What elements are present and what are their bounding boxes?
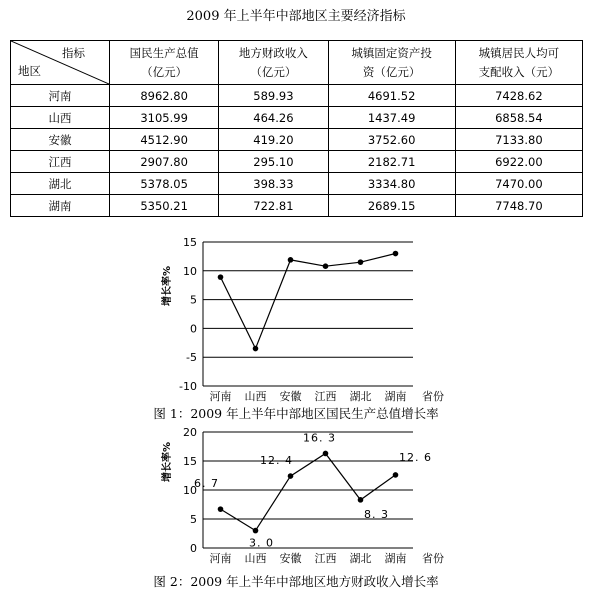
table-cell: 2907.80 — [110, 151, 219, 173]
x-tick-label: 湖北 — [349, 390, 372, 402]
y-tick-label: 0 — [190, 322, 197, 336]
data-point — [358, 497, 364, 503]
x-tick-label: 河南 — [209, 552, 232, 565]
table-cell: 4691.52 — [328, 85, 455, 107]
y-tick-label: 10 — [183, 264, 197, 278]
table-cell: 722.81 — [219, 195, 328, 217]
y-tick-label: 5 — [190, 293, 197, 307]
table-cell: 2182.71 — [328, 151, 455, 173]
cell-region: 山西 — [11, 107, 110, 129]
y-tick-label: 0 — [190, 542, 197, 555]
table-cell: 8962.80 — [110, 85, 219, 107]
x-tick-label: 江西 — [314, 552, 337, 565]
table-cell: 3752.60 — [328, 129, 455, 151]
y-tick-label: -5 — [186, 351, 197, 365]
table-cell: 295.10 — [219, 151, 328, 173]
fiscal-revenue-growth-line-chart — [0, 424, 592, 574]
table-cell: 589.93 — [219, 85, 328, 107]
table-header-row — [11, 41, 583, 85]
table-cell: 4512.90 — [110, 129, 219, 151]
table-row — [11, 107, 583, 129]
table-row — [11, 129, 583, 151]
table-cell: 7748.70 — [455, 195, 582, 217]
x-tick-label: 安徽 — [279, 390, 302, 402]
data-label: 8. 3 — [364, 507, 389, 521]
x-tick-label: 安徽 — [279, 552, 302, 565]
cell-region: 湖北 — [11, 173, 110, 195]
table-cell: 2689.15 — [328, 195, 455, 217]
x-axis-label: 省份 — [422, 552, 444, 565]
table-cell: 1437.49 — [328, 107, 455, 129]
x-axis-label: 省份 — [422, 390, 444, 402]
table-cell: 3105.99 — [110, 107, 219, 129]
table-cell: 6858.54 — [455, 107, 582, 129]
data-point — [323, 451, 329, 457]
y-axis-label: 增长率% — [162, 441, 173, 483]
cell-region: 湖南 — [11, 195, 110, 217]
gdp-growth-line-chart — [0, 232, 592, 402]
data-point — [253, 346, 259, 352]
economic-indicators-table — [10, 40, 583, 217]
data-point — [288, 473, 294, 479]
x-tick-label: 湖南 — [384, 552, 407, 565]
x-tick-label: 山西 — [244, 552, 267, 565]
table-cell: 5378.05 — [110, 173, 219, 195]
data-label: 3. 0 — [249, 536, 274, 550]
table-row — [11, 151, 583, 173]
data-label: 12. 6 — [399, 450, 432, 464]
table-cell: 464.26 — [219, 107, 328, 129]
cell-region: 江西 — [11, 151, 110, 173]
y-tick-label: 15 — [183, 236, 197, 249]
page-title: 2009 年上半年中部地区主要经济指标 — [186, 9, 406, 24]
table-cell: 419.20 — [219, 129, 328, 151]
x-tick-label: 湖北 — [349, 552, 372, 565]
cell-region: 河南 — [11, 85, 110, 107]
data-point — [288, 257, 294, 263]
column-header-fixed-investment: 城镇固定资产投 资（亿元） — [328, 41, 455, 85]
corner-label-region: 地区 — [18, 64, 41, 78]
table-row — [11, 85, 583, 107]
column-header-fiscal-revenue: 地方财政收入 （亿元） — [219, 41, 328, 85]
y-tick-label: -10 — [179, 380, 197, 393]
corner-header-cell — [11, 41, 110, 85]
data-point — [218, 274, 224, 280]
cell-region: 安徽 — [11, 129, 110, 151]
data-point — [323, 263, 329, 269]
data-label: 12. 4 — [260, 454, 293, 468]
x-tick-label: 河南 — [209, 390, 232, 402]
x-tick-label: 湖南 — [384, 390, 407, 402]
table-cell: 7133.80 — [455, 129, 582, 151]
data-point — [253, 528, 259, 534]
data-label: 16. 3 — [303, 431, 336, 445]
data-point — [218, 506, 224, 512]
y-tick-label: 15 — [183, 455, 197, 468]
data-point — [393, 251, 399, 257]
data-point — [358, 259, 364, 265]
table-cell: 6922.00 — [455, 151, 582, 173]
chart1-caption: 图 1：2009 年上半年中部地区国民生产总值增长率 — [153, 406, 439, 421]
table-cell: 7470.00 — [455, 173, 582, 195]
column-header-disposable-income: 城镇居民人均可 支配收入（元） — [455, 41, 582, 85]
table-cell: 3334.80 — [328, 173, 455, 195]
table-row — [11, 195, 583, 217]
series-line — [221, 254, 396, 349]
data-label: 6. 7 — [194, 477, 219, 491]
table-cell: 7428.62 — [455, 85, 582, 107]
chart2-caption: 图 2：2009 年上半年中部地区地方财政收入增长率 — [153, 574, 439, 589]
x-tick-label: 江西 — [314, 390, 337, 402]
table-row — [11, 173, 583, 195]
y-axis-label: 增长率% — [162, 265, 173, 307]
y-tick-label: 5 — [190, 513, 197, 526]
table-cell: 398.33 — [219, 173, 328, 195]
table-cell: 5350.21 — [110, 195, 219, 217]
y-tick-label: 20 — [183, 426, 197, 439]
x-tick-label: 山西 — [244, 390, 267, 402]
corner-label-indicator: 指标 — [62, 46, 85, 60]
data-point — [393, 472, 399, 478]
y-tick-label: 10 — [183, 484, 197, 497]
column-header-gdp: 国民生产总值 （亿元） — [110, 41, 219, 85]
